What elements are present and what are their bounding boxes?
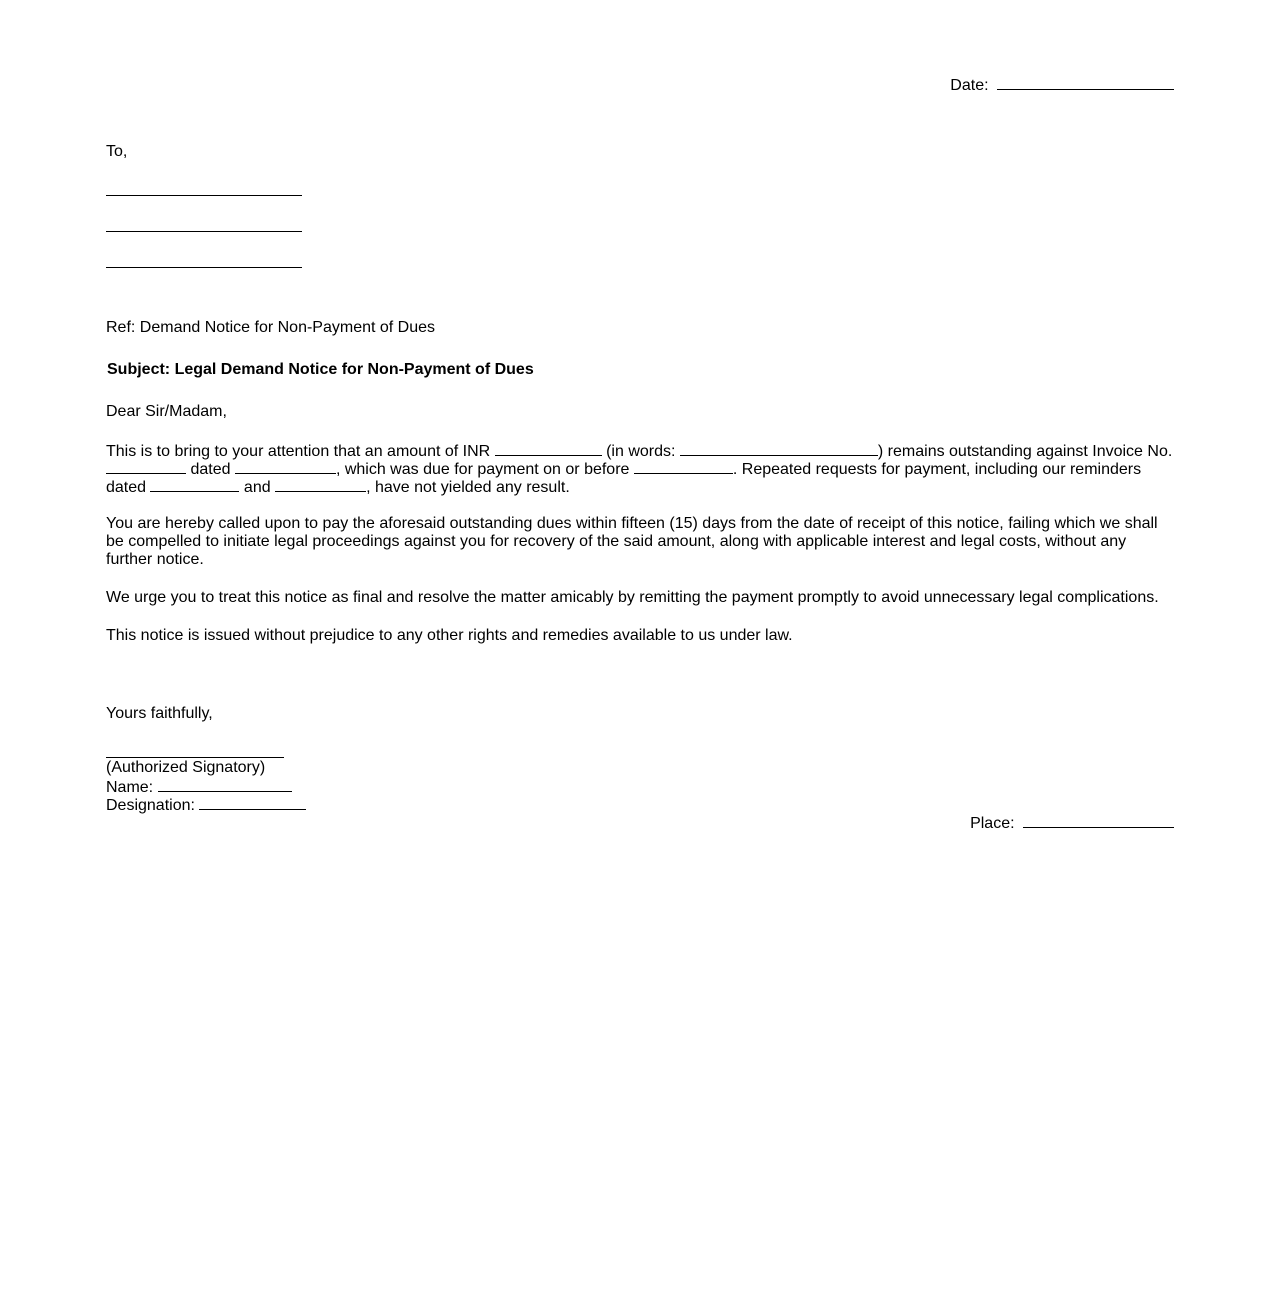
body-paragraph-1-line-1 (106, 441, 1172, 461)
place-label: Place: (970, 815, 1015, 832)
p1-text-and: and (239, 479, 276, 496)
designation-row (106, 795, 306, 815)
reminder-date-1-blank (150, 477, 239, 492)
salutation: Dear Sir/Madam, (106, 403, 227, 420)
valediction: Yours faithfully, (106, 705, 213, 722)
signatory-label: (Authorized Signatory) (106, 759, 266, 776)
p1-text-dated-2: dated (106, 479, 151, 496)
date-label: Date: (950, 77, 989, 94)
designation-blank (199, 795, 306, 810)
invoice-date-blank (235, 459, 336, 474)
p1-text-in-words: (in words: (601, 443, 680, 460)
place-blank (1023, 813, 1174, 828)
p1-text-dated: dated (186, 461, 235, 478)
name-blank (158, 777, 292, 792)
date-row (950, 75, 1174, 95)
invoice-number-blank (106, 459, 186, 474)
to-label: To, (106, 143, 128, 160)
amount-blank (495, 441, 602, 456)
date-blank (997, 75, 1174, 90)
name-label: Name: (106, 779, 154, 796)
p1-text-amount-intro: This is to bring to your attention that an amount of INR (106, 443, 495, 460)
body-paragraph-1-line-3 (106, 477, 570, 497)
body-paragraph-4: This notice is issued without prejudice to any other rights and remedies available to us under law. (106, 627, 793, 644)
reference-line: Ref: Demand Notice for Non-Payment of Dues (106, 319, 436, 336)
signature-line (106, 757, 284, 758)
address-line-1 (106, 195, 302, 196)
p1-text-result: , have not yielded any result. (366, 479, 570, 496)
amount-words-blank (680, 441, 878, 456)
p1-text-invoice: ) remains outstanding against Invoice No. (877, 443, 1173, 460)
body-paragraph-2: You are hereby called upon to pay the aforesaid outstanding dues within fifteen (15) days from the date of receipt of this notice, failing which we shall be compelled to initiate legal proceedings against you for recovery of the said amount, along with applicable interest and legal costs, without any further notice. (106, 515, 1158, 568)
due-date-blank (634, 459, 733, 474)
subject-line: Subject: Legal Demand Notice for Non-Payment of Dues (107, 361, 534, 378)
body-paragraph-3: We urge you to treat this notice as final and resolve the matter amicably by remitting the payment promptly to avoid unnecessary legal complications. (106, 589, 1159, 606)
address-line-2 (106, 231, 302, 232)
address-line-3 (106, 267, 302, 268)
p1-text-due: , which was due for payment on or before (335, 461, 634, 478)
place-row (970, 813, 1174, 833)
name-row (106, 777, 292, 797)
designation-label: Designation: (106, 797, 195, 814)
p1-text-reminders: . Repeated requests for payment, including our reminders (732, 461, 1142, 478)
body-paragraph-1-line-2 (106, 459, 1141, 479)
reminder-date-2-blank (275, 477, 366, 492)
